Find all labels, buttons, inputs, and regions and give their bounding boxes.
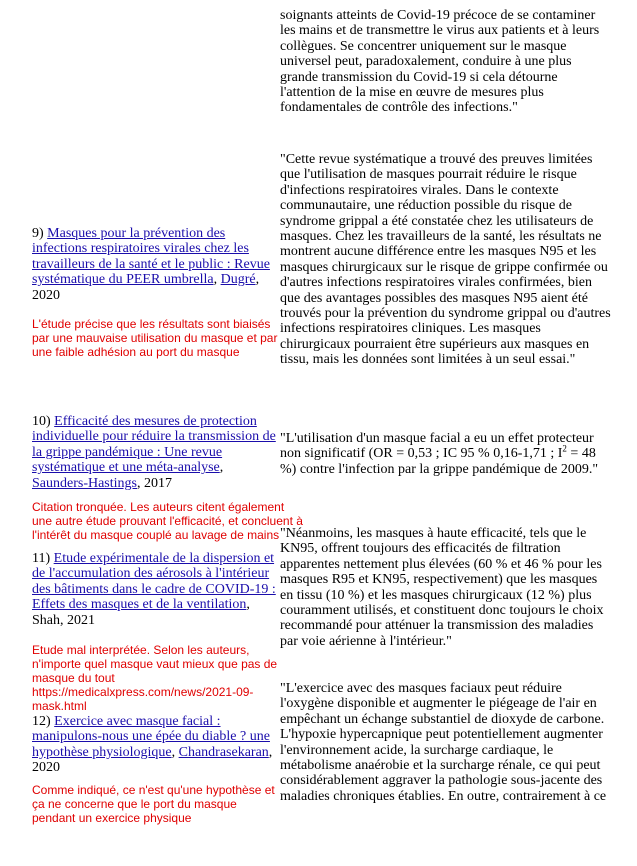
annotation-9: L'étude précise que les résultats sont biaisés par une mauvaise utilisation du masque et par une faible adhésion au port du masque — [32, 317, 278, 359]
reference-11-author: Shah — [32, 612, 60, 628]
annotation-10-line-1: Citation tronquée. Les auteurs citent également — [32, 500, 285, 514]
reference-11-sep: , — [246, 597, 250, 613]
reference-11-number: 11) — [32, 551, 54, 566]
reference-12-sep: , — [171, 744, 179, 760]
annotation-10-line-2: une autre étude prouvant l'efficacité, et concluent à — [32, 514, 303, 528]
quote-10-part-b: = 48 %) contre l'infection par la grippe pandémique de 2009." — [280, 446, 599, 477]
reference-10-title-link[interactable]: Efficacité des mesures de protection individuelle pour réduire la transmission de la grippe pandémique : Une revue systématique et une méta-analyse — [32, 414, 276, 476]
annotation-10 — [32, 500, 302, 542]
reference-9-author-link[interactable]: Dugré — [220, 272, 256, 288]
reference-9-title-link[interactable]: Masques pour la prévention des infections respiratoires virales chez les travailleurs de la santé et le public : Revue systématique du PEER umbrella — [32, 226, 270, 288]
quote-10 — [280, 431, 612, 477]
annotation-11-text: Etude mal interprétée. Selon les auteurs, n'importe quel masque vaut mieux que pas de masque du tout — [32, 643, 278, 685]
annotation-11 — [32, 643, 282, 713]
reference-12 — [32, 714, 277, 776]
quote-11: "Néanmoins, les masques à haute efficacité, tels que le KN95, offrent toujours des efficacités de filtration apparentes nettement plus élevées (60 % et 46 % pour les masques R95 et KN95, respectivement) que les masques en tissu (10 %) et les masques chirurgicaux (12 %) plus couramment utilisés, et constituent donc toujours le choix recommandé pour atténuer la transmission des maladies par voie aérienne à l'intérieur." — [280, 526, 604, 649]
annotation-12: Comme indiqué, ce n'est qu'une hypothèse et ça ne concerne que le port du masque pendant un exercice physique — [32, 783, 275, 825]
reference-12-title-link[interactable]: Exercice avec masque facial : manipulons-nous une épée du diable ? une hypothèse physiologique — [32, 714, 270, 760]
reference-11 — [32, 551, 277, 628]
reference-10-sep: , — [219, 460, 224, 476]
reference-9-sep: , — [213, 272, 221, 288]
reference-9 — [32, 226, 277, 303]
reference-9-number: 9) — [32, 226, 48, 241]
reference-12-author-link[interactable]: Chandrasekaran — [178, 744, 269, 760]
annotation-11-url: https://medicalxpress.com/news/2021-09-mask.html — [32, 685, 254, 713]
reference-11-year: , 2021 — [60, 612, 95, 628]
reference-9-year: , 2020 — [32, 272, 260, 303]
reference-12-year: , 2020 — [32, 744, 273, 776]
reference-12-number: 12) — [32, 714, 55, 729]
quote-9: "Cette revue systématique a trouvé des preuves limitées que l'utilisation de masques pourrait réduire le risque d'infections respiratoires virales. Dans le contexte communautaire, une réduction possible du risque de syndrome grippal a été constatée chez les utilisateurs de masques. Chez les travailleurs de la santé, les résultats ne montrent aucune différence entre les masques N95 et les masques chirurgicaux sur le risque de grippe confirmée ou d'autres infections respiratoires virales confirmées, bien que des avantages possibles des masques N95 aient été trouvés pour la prévention du syndrome grippal ou d'autres infections respiratoires cliniques. Les masques chirurgicaux pourraient être supérieurs aux masques en tissu, mais les données sont limitées à un seul essai." — [280, 152, 611, 368]
annotation-10-line-3: l'intérêt du masque couplé au lavage de mains — [32, 528, 280, 542]
reference-10-author-link[interactable]: Saunders-Hastings — [32, 475, 137, 491]
reference-10-number: 10) — [32, 414, 55, 429]
quote-10-part-a: "L'utilisation d'un masque facial a eu un effet protecteur non significatif (OR = 0,53 ; IC 95 % 0,16-1,71 ; I — [280, 431, 594, 462]
reference-11-title-link[interactable]: Etude expérimentale de la dispersion et de l'accumulation des aérosols à l'intérieur des bâtiments dans le cadre de COVID-19 : Effets des masques et de la ventilation — [32, 551, 276, 613]
quote-10-superscript: 2 — [562, 443, 567, 454]
reference-10 — [32, 414, 277, 491]
reference-10-year: , 2017 — [137, 475, 172, 491]
quote-12: "L'exercice avec des masques faciaux peut réduire l'oxygène disponible et augmenter le piégeage de l'air en empêchant un échange substantiel de dioxyde de carbone. L'hypoxie hypercapnique peut potentiellement augmenter l'environnement acide, la surcharge cardiaque, le métabolisme anaérobie et la surcharge rénale, ce qui peut considérablement aggraver la pathologie sous-jacente des maladies chroniques établies. En outre, contrairement à ce — [280, 681, 607, 804]
quote-8-tail: soignants atteints de Covid-19 précoce de se contaminer les mains et de transmettre le virus aux patients et à leurs collègues. Se concentrer uniquement sur le masque universel peut, paradoxalement, conduire à une plus grande transmission du Covid-19 si cela détourne l'attention de la mise en œuvre de mesures plus fondamentales de contrôle des infections." — [280, 8, 600, 116]
